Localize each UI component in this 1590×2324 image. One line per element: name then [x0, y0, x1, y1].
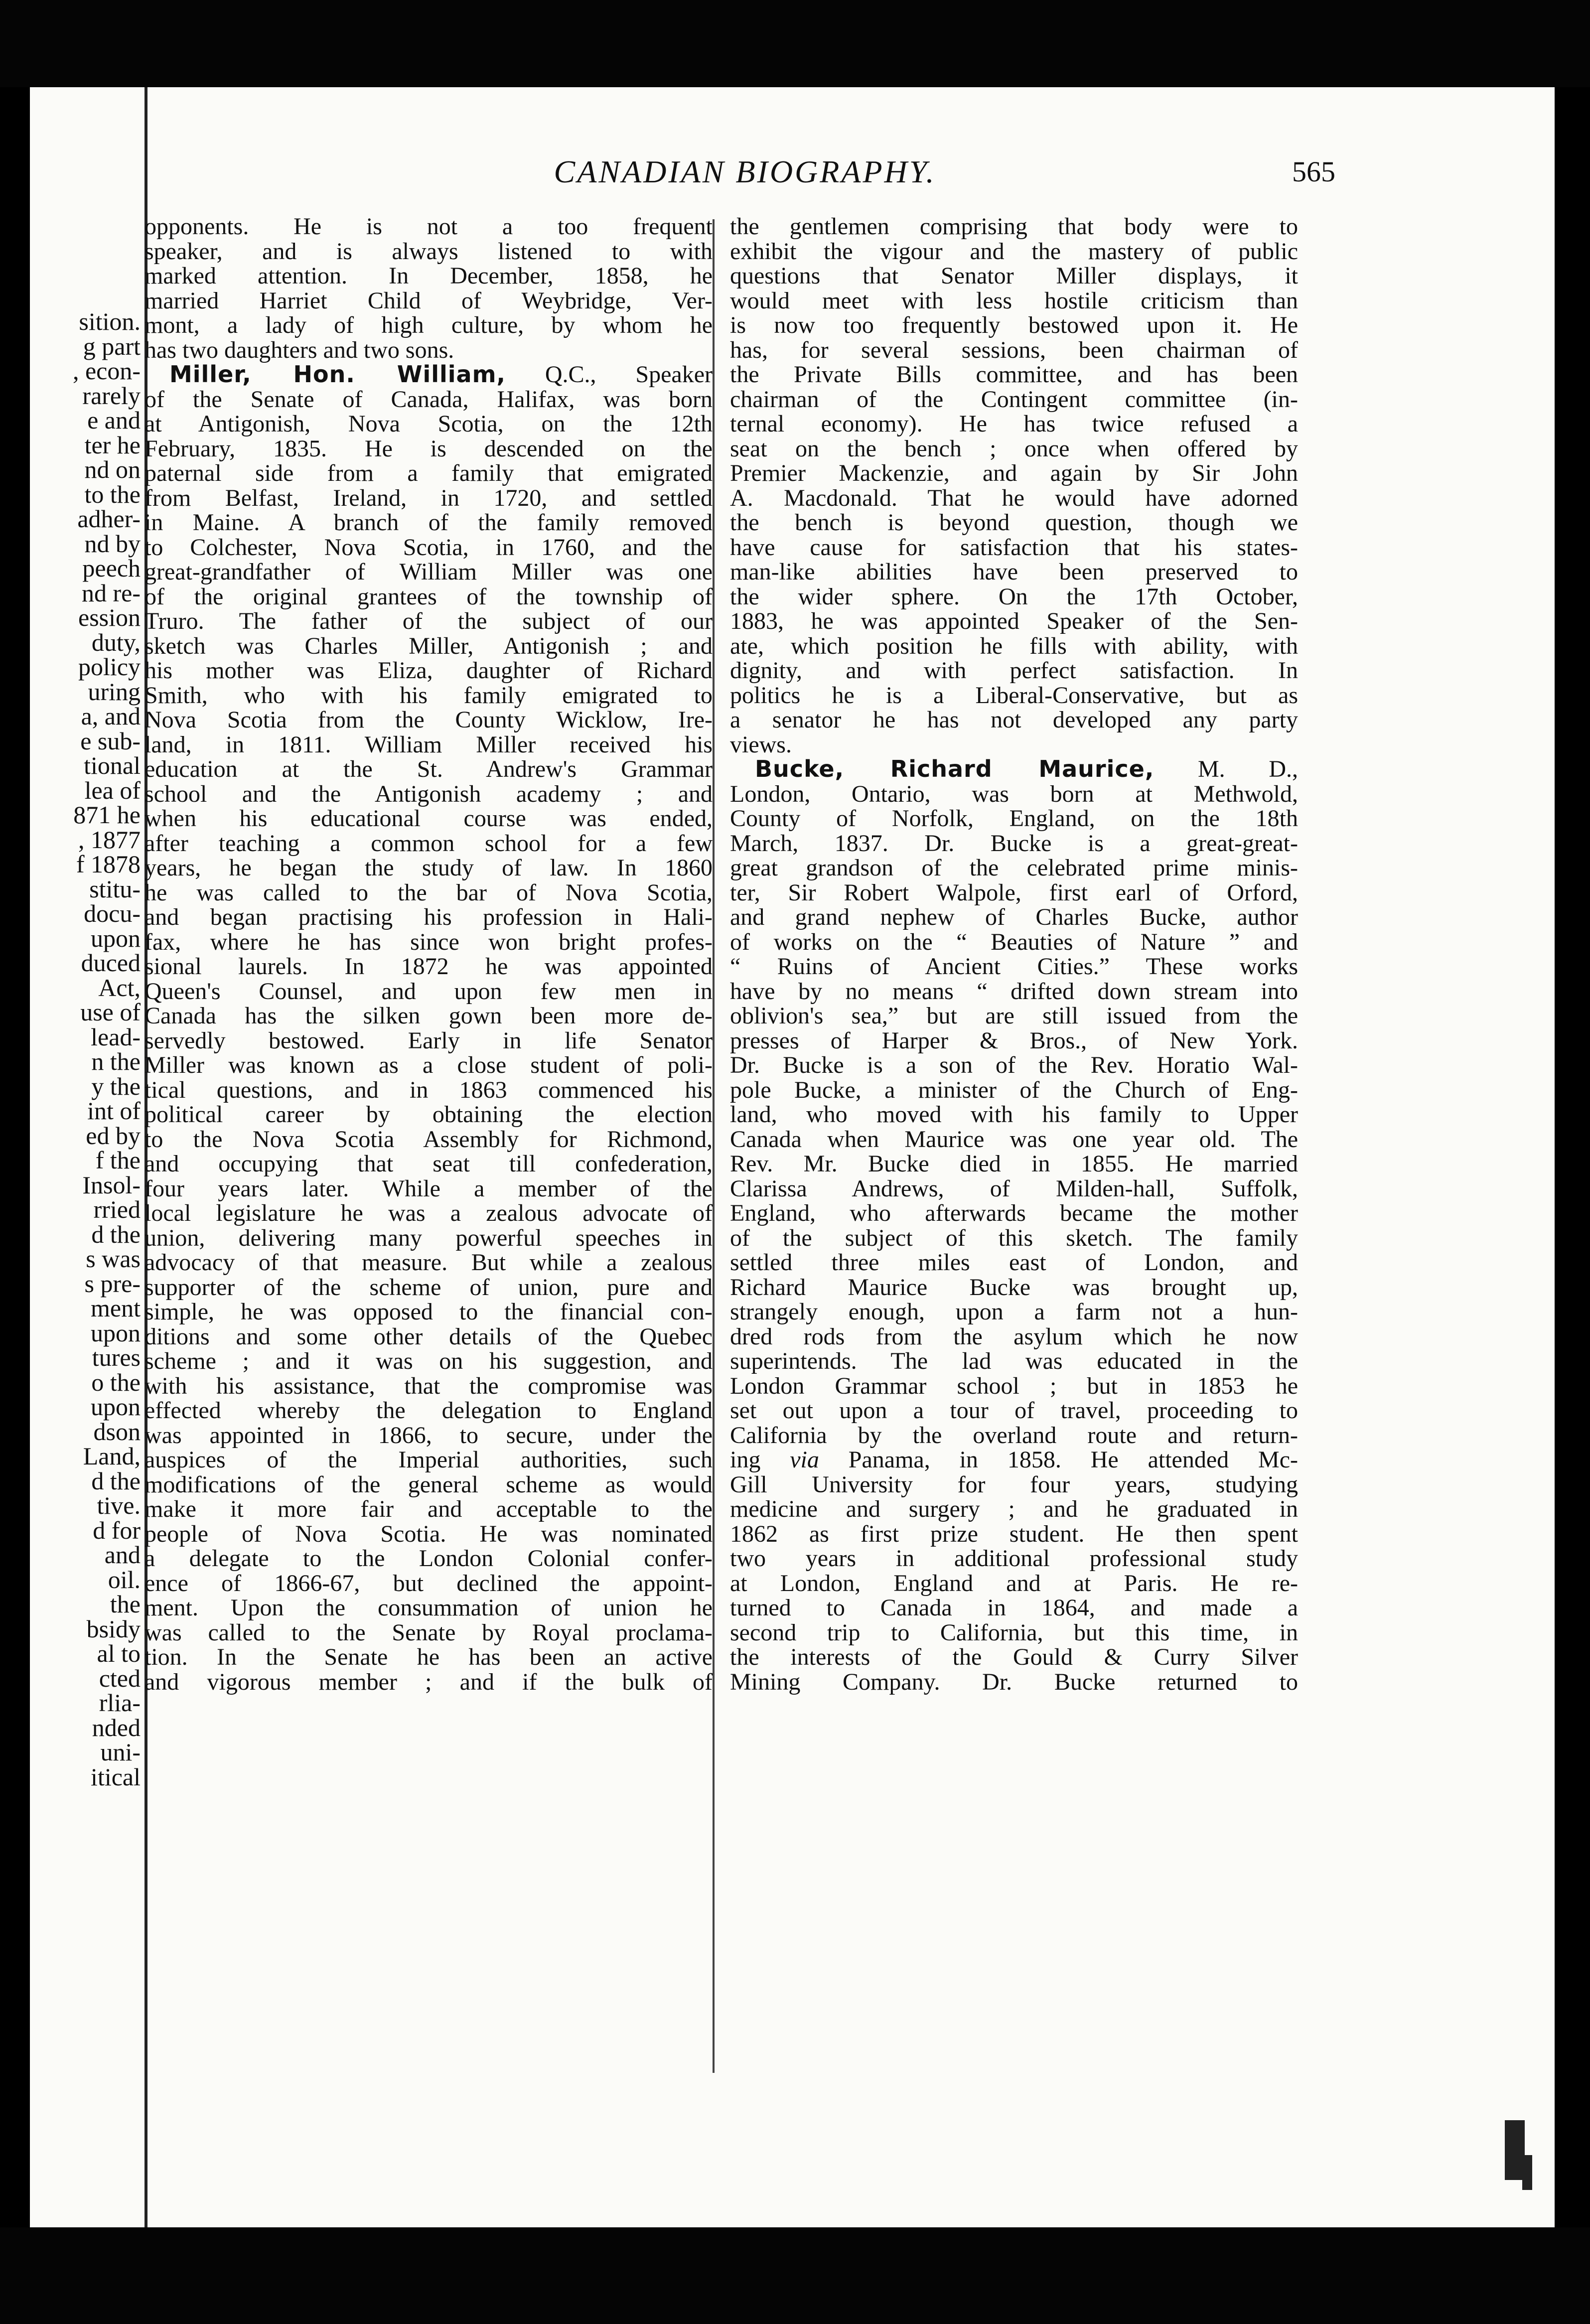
facing-page-fragment: oil. — [108, 1565, 141, 1594]
scan-speck — [1522, 2155, 1532, 2190]
facing-page-fragment: upon — [91, 1393, 141, 1421]
facing-page-fragment: Act, — [98, 973, 141, 1002]
text-line: opponents. He is not a too frequent — [145, 213, 713, 240]
facing-page-fragment: nd re- — [82, 579, 141, 607]
facing-page-fragment: bsidy — [86, 1614, 141, 1643]
text-line: ter, Sir Robert Walpole, first earl of Orford, — [730, 879, 1298, 906]
text-line: Rev. Mr. Bucke died in 1855. He married — [730, 1151, 1298, 1177]
facing-page-fragment: and — [104, 1541, 141, 1569]
text-line: modifications of the general scheme as would — [145, 1471, 713, 1498]
text-line: superintends. The lad was educated in the — [730, 1348, 1298, 1374]
text-line: London, Ontario, was born at Methwold, — [730, 780, 1298, 807]
facing-page-fragment: rarely — [82, 381, 141, 410]
text-line: years, he began the study of law. In 1860 — [145, 855, 713, 881]
text-line: 1862 as first prize student. He then spent — [730, 1520, 1298, 1547]
facing-page-fragment: f 1878 — [76, 850, 141, 878]
text-line: Mining Company. Dr. Bucke returned to — [730, 1668, 1298, 1695]
text-line: England, who afterwards became the mother — [730, 1200, 1298, 1226]
text-column-left — [145, 214, 713, 1694]
text-line: people of Nova Scotia. He was nominated — [145, 1520, 713, 1547]
text-line: oblivion's sea,” but are still issued from the — [730, 1003, 1298, 1029]
facing-page-fragment: nd by — [84, 529, 141, 558]
facing-page-fragment: f the — [95, 1146, 141, 1174]
facing-page-fragment: lead- — [91, 1022, 141, 1051]
facing-page-fragment: nd on — [84, 455, 141, 483]
text-line: seat on the bench ; once when offered by — [730, 435, 1298, 462]
facing-page-fragment: s was — [86, 1245, 141, 1273]
text-line: Truro. The father of the subject of our — [145, 608, 713, 634]
page-header — [164, 152, 1335, 192]
facing-page-fragment: o the — [91, 1368, 141, 1396]
text-line: pole Bucke, a minister of the Church of Eng- — [730, 1076, 1298, 1103]
text-line: after teaching a common school for a few — [145, 830, 713, 857]
facing-page-fragment: Insol- — [82, 1170, 141, 1199]
text-line: ternal economy). He has twice refused a — [730, 411, 1298, 437]
facing-page-fragment: nded — [92, 1713, 141, 1742]
text-line: Canada has the silken gown been more de- — [145, 1003, 713, 1029]
text-line: ditions and some other details of the Quebec — [145, 1323, 713, 1350]
text-line: at Antigonish, Nova Scotia, on the 12th — [145, 411, 713, 437]
text-line: the Private Bills committee, and has been — [730, 361, 1298, 388]
facing-page-fragment: e sub- — [80, 726, 141, 755]
text-column-right — [730, 214, 1298, 1694]
facing-page-fragment: n the — [91, 1047, 141, 1075]
text-line: great-grandfather of William Miller was one — [145, 559, 713, 585]
facing-page-fragment: duced — [81, 949, 141, 977]
text-line: Gill University for four years, studying — [730, 1471, 1298, 1498]
facing-page-fragment: d the — [91, 1220, 141, 1248]
facing-page-fragment: al to — [97, 1639, 141, 1667]
text-line: have cause for satisfaction that his states- — [730, 534, 1298, 561]
text-line: Nova Scotia from the County Wicklow, Ire- — [145, 707, 713, 733]
facing-page-fragment: y the — [91, 1072, 141, 1100]
facing-page-fragment: use of — [80, 998, 141, 1026]
facing-page-fragment: int of — [87, 1097, 141, 1125]
text-fragment: Panama, in 1858. — [819, 1447, 1061, 1473]
text-line: “ Ruins of Ancient Cities.” These works — [730, 953, 1298, 980]
text-line: at London, England and at Paris. He re- — [730, 1570, 1298, 1597]
scan-border-bottom — [0, 2227, 1590, 2324]
facing-page-fragment: policy — [78, 653, 141, 681]
text-line: dred rods from the asylum which he now — [730, 1323, 1298, 1350]
text-line: Miller was known as a close student of poli- — [145, 1052, 713, 1078]
facing-page-fragment: uni- — [100, 1738, 141, 1766]
text-line: was appointed in 1866, to secure, under the — [145, 1422, 713, 1449]
text-line: and grand nephew of Charles Bucke, author — [730, 904, 1298, 930]
facing-page-fragment: lea of — [84, 776, 141, 804]
text-line: supporter of the scheme of union, pure and — [145, 1274, 713, 1301]
text-line: presses of Harper & Bros., of New York. — [730, 1027, 1298, 1054]
text-line: speaker, and is always listened to with — [145, 238, 713, 265]
facing-page-fragment: ter he — [84, 431, 141, 459]
text-line: great grandson of the celebrated prime minis- — [730, 855, 1298, 881]
text-line: dignity, and with perfect satisfaction. In — [730, 657, 1298, 684]
text-line: scheme ; and it was on his suggestion, and — [145, 1348, 713, 1374]
italic-word: via — [790, 1447, 819, 1473]
text-line: married Harriet Child of Weybridge, Ver- — [145, 287, 713, 314]
text-line: paternal side from a family that emigrated — [145, 460, 713, 486]
text-line: two years in additional professional study — [730, 1545, 1298, 1572]
facing-page-fragment: rried — [93, 1195, 141, 1223]
text-line: and vigorous member ; and if the bulk of — [145, 1668, 713, 1695]
facing-page-fragment: d the — [91, 1466, 141, 1495]
facing-page-fragment: rlia- — [99, 1689, 141, 1717]
text-line: he was called to the bar of Nova Scotia, — [145, 879, 713, 906]
facing-page-fragment: ession — [78, 603, 141, 631]
facing-page-fragment: upon — [91, 1318, 141, 1347]
text-line: a delegate to the London Colonial confer- — [145, 1545, 713, 1572]
text-line-mixed — [730, 1448, 1298, 1472]
text-line: land, in 1811. William Miller received his — [145, 731, 713, 758]
text-line: March, 1837. Dr. Bucke is a great-great- — [730, 830, 1298, 857]
text-line: of the Senate of Canada, Halifax, was born — [145, 386, 713, 413]
facing-page-fragment: stitu- — [89, 874, 141, 903]
text-line: M. D., — [1198, 756, 1299, 782]
text-line: effected whereby the delegation to England — [145, 1397, 713, 1424]
facing-page-fragment: Land, — [83, 1442, 141, 1470]
text-line: Canada when Maurice was one year old. The — [730, 1126, 1298, 1153]
text-line: medicine and surgery ; and he graduated in — [730, 1496, 1298, 1522]
facing-page-fragment: docu- — [84, 899, 141, 927]
facing-page-fragment: cted — [99, 1664, 141, 1692]
text-line: chairman of the Contingent committee (in- — [730, 386, 1298, 413]
facing-page-fragment: upon — [91, 924, 141, 952]
text-line: advocacy of that measure. But while a zealous — [145, 1249, 713, 1276]
text-line: servedly bestowed. Early in life Senator — [145, 1027, 713, 1054]
facing-page-fragment: tures — [92, 1343, 141, 1371]
facing-page-fragment: , 1877 — [78, 825, 141, 854]
facing-page-fragment: uring — [88, 677, 141, 706]
text-line: in Maine. A branch of the family removed — [145, 509, 713, 536]
text-line: questions that Senator Miller displays, it — [730, 263, 1298, 289]
text-line: of the original grantees of the township of — [145, 583, 713, 610]
facing-page-fragment: d for — [93, 1516, 141, 1544]
facing-page-fragment: ed by — [86, 1121, 141, 1150]
text-line: school and the Antigonish academy ; and — [145, 780, 713, 807]
text-line: politics he is a Liberal-Conservative, but as — [730, 682, 1298, 709]
text-line: sketch was Charles Miller, Antigonish ; and — [145, 632, 713, 659]
text-line: to the Nova Scotia Assembly for Richmond, — [145, 1126, 713, 1153]
text-line: exhibit the vigour and the mastery of public — [730, 238, 1298, 265]
scan-border-top — [0, 0, 1590, 87]
entry-heading-line — [730, 757, 1298, 782]
text-line: Smith, who with his family emigrated to — [145, 682, 713, 709]
facing-page-fragment: itical — [91, 1762, 141, 1791]
text-line: Dr. Bucke is a son of the Rev. Horatio Wal- — [730, 1052, 1298, 1078]
facing-page-fragment: tional — [84, 751, 141, 779]
text-line: Clarissa Andrews, of Milden-hall, Suffolk, — [730, 1175, 1298, 1202]
facing-page-fragment: tive. — [97, 1491, 141, 1519]
text-line: February, 1835. He is descended on the — [145, 435, 713, 462]
facing-page-fragment: to the — [84, 480, 141, 508]
facing-page-fragment: peech — [82, 554, 141, 582]
text-line: would meet with less hostile criticism than — [730, 287, 1298, 314]
text-line: make it more fair and acceptable to the — [145, 1496, 713, 1522]
text-line: ate, which position he fills with ability, with — [730, 632, 1298, 659]
text-line: London Grammar school ; but in 1853 he — [730, 1372, 1298, 1399]
facing-page-fragment: dson — [93, 1417, 141, 1446]
text-line: four years later. While a member of the — [145, 1175, 713, 1202]
text-line: County of Norfolk, England, on the 18th — [730, 805, 1298, 832]
facing-page-fragment: duty, — [91, 628, 141, 656]
text-line: and occupying that seat till confederation, — [145, 1151, 713, 1177]
text-line: a senator he has not developed any party — [730, 707, 1298, 733]
facing-page-fragment: g part — [83, 332, 141, 360]
text-line: Q.C., Speaker — [545, 361, 713, 388]
text-line: mont, a lady of high culture, by whom he — [145, 312, 713, 338]
text-line: tion. In the Senate he has been an active — [145, 1644, 713, 1670]
entry-heading-bucke: Bucke, Richard Maurice, — [755, 755, 1155, 782]
scan-speck — [1505, 2120, 1525, 2180]
text-line: was called to the Senate by Royal proclama- — [145, 1619, 713, 1646]
facing-page-fragment: 871 he — [73, 801, 141, 829]
text-line: to Colchester, Nova Scotia, in 1760, and the — [145, 534, 713, 561]
text-line: simple, he was opposed to the financial con- — [145, 1299, 713, 1325]
text-line: and began practising his profession in Hali- — [145, 904, 713, 930]
text-line: Premier Mackenzie, and again by Sir John — [730, 460, 1298, 486]
facing-page-fragment: e and — [87, 406, 141, 434]
text-line: political career by obtaining the election — [145, 1101, 713, 1128]
text-line: fax, where he has since won bright profes- — [145, 928, 713, 955]
column-divider — [713, 219, 715, 2073]
facing-page-fragment: , econ- — [72, 357, 141, 385]
text-line: the interests of the Gould & Curry Silver — [730, 1644, 1298, 1670]
text-line: 1883, he was appointed Speaker of the Sen- — [730, 608, 1298, 634]
text-line: Queen's Counsel, and upon few men in — [145, 978, 713, 1005]
text-line: of the subject of this sketch. The family — [730, 1224, 1298, 1251]
text-line: strangely enough, upon a farm not a hun- — [730, 1299, 1298, 1325]
text-line: auspices of the Imperial authorities, such — [145, 1447, 713, 1473]
text-line: Richard Maurice Bucke was brought up, — [730, 1274, 1298, 1301]
text-line: from Belfast, Ireland, in 1720, and settled — [145, 484, 713, 511]
text-line: with his assistance, that the compromise was — [145, 1372, 713, 1399]
facing-page-fragment: ment — [91, 1294, 141, 1322]
text-line: the bench is beyond question, though we — [730, 509, 1298, 536]
text-line: A. Macdonald. That he would have adorned — [730, 484, 1298, 511]
text-line: is now too frequently bestowed upon it. He — [730, 312, 1298, 338]
text-line: man-like abilities have been preserved to — [730, 559, 1298, 585]
text-line: ment. Upon the consummation of union he — [145, 1595, 713, 1621]
facing-page-fragment: a, and — [81, 702, 141, 730]
text-line: second trip to California, but this time, in — [730, 1619, 1298, 1646]
facing-page-strip — [30, 87, 147, 2227]
entry-heading-miller: Miller, Hon. William, — [169, 361, 506, 388]
text-line: the wider sphere. On the 17th October, — [730, 583, 1298, 610]
text-line: tical questions, and in 1863 commenced his — [145, 1076, 713, 1103]
page-number: 565 — [1292, 155, 1335, 188]
facing-page-fragment: the — [110, 1590, 141, 1618]
text-line: has, for several sessions, been chairman of — [730, 336, 1298, 363]
facing-page-fragment: sition. — [79, 307, 141, 335]
text-fragment: He attended Mc- — [1090, 1447, 1299, 1473]
text-line: the gentlemen comprising that body were to — [730, 213, 1298, 240]
text-line: views. — [730, 731, 792, 758]
text-line: has two daughters and two sons. — [145, 336, 454, 363]
text-line: education at the St. Andrew's Grammar — [145, 756, 713, 782]
facing-page-fragment: s pre- — [84, 1269, 141, 1298]
text-line: union, delivering many powerful speeches in — [145, 1224, 713, 1251]
entry-heading-line — [145, 362, 713, 387]
text-line: California by the overland route and return- — [730, 1422, 1298, 1449]
text-line: when his educational course was ended, — [145, 805, 713, 832]
text-line: marked attention. In December, 1858, he — [145, 263, 713, 289]
facing-page-fragment: adher- — [77, 505, 141, 533]
text-line: local legislature he was a zealous advocate of — [145, 1200, 713, 1226]
text-line: settled three miles east of London, and — [730, 1249, 1298, 1276]
text-line: have by no means “ drifted down stream into — [730, 978, 1298, 1005]
text-line: of works on the “ Beauties of Nature ” and — [730, 928, 1298, 955]
text-line: land, who moved with his family to Upper — [730, 1101, 1298, 1128]
running-title: CANADIAN BIOGRAPHY. — [554, 154, 936, 189]
text-line: sional laurels. In 1872 he was appointed — [145, 953, 713, 980]
text-line: set out upon a tour of travel, proceeding to — [730, 1397, 1298, 1424]
text-line: his mother was Eliza, daughter of Richard — [145, 657, 713, 684]
text-fragment: ing — [730, 1447, 790, 1473]
text-line: ence of 1866-67, but declined the appoint- — [145, 1570, 713, 1597]
text-line: turned to Canada in 1864, and made a — [730, 1595, 1298, 1621]
